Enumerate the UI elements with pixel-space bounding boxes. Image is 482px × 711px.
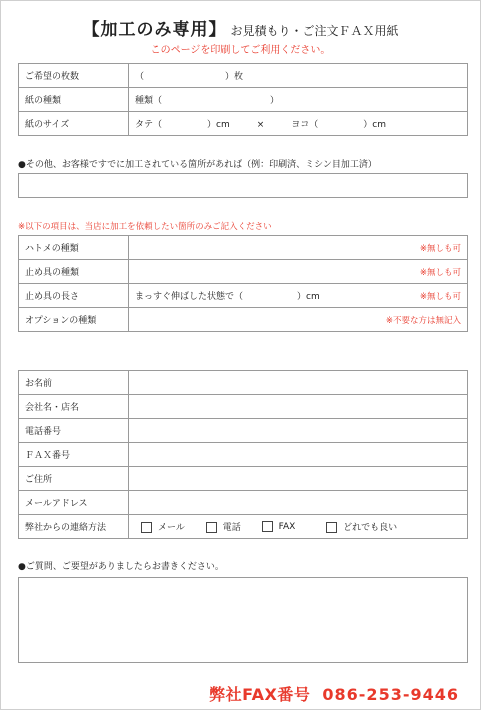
- fastener-type-field[interactable]: [129, 260, 468, 284]
- eyelet-type-field[interactable]: [129, 236, 468, 260]
- table-row: [19, 236, 468, 260]
- table-row: [19, 395, 468, 419]
- contact-option-label: どれでも良い: [343, 523, 398, 533]
- optional-hint: ※不要な方は無記入: [385, 315, 461, 326]
- checkbox-icon[interactable]: [262, 521, 273, 532]
- optional-hint: ※無しも可: [419, 291, 461, 302]
- name-field[interactable]: [129, 371, 468, 395]
- option-type-label: オプションの種類: [19, 308, 129, 332]
- company-field[interactable]: [129, 395, 468, 419]
- contact-option-phone[interactable]: [206, 520, 241, 533]
- contact-option-label: FAX: [278, 522, 296, 532]
- quantity-label: ご希望の枚数: [19, 64, 129, 88]
- contact-option-any[interactable]: [326, 520, 397, 533]
- fastener-length-value: まっすぐ伸ばした状態で（ ）cm: [135, 292, 320, 302]
- option-type-field[interactable]: [129, 308, 468, 332]
- basic-info-table: [18, 63, 468, 136]
- existing-processing-field[interactable]: [18, 173, 468, 198]
- contact-method-label: 弊社からの連絡方法: [19, 515, 129, 539]
- table-row: [19, 284, 468, 308]
- print-instruction: このページを印刷してご利用ください。: [150, 45, 331, 56]
- fax-number-label: ＦＡＸ番号: [19, 443, 129, 467]
- optional-hint: ※無しも可: [419, 243, 461, 254]
- table-row: [19, 112, 468, 136]
- table-row: [19, 467, 468, 491]
- table-row: [19, 443, 468, 467]
- phone-label: 電話番号: [19, 419, 129, 443]
- fastener-type-label: 止め具の種類: [19, 260, 129, 284]
- address-field[interactable]: [129, 467, 468, 491]
- optional-hint: ※無しも可: [419, 267, 461, 278]
- company-label: 会社名・店名: [19, 395, 129, 419]
- table-row: [19, 371, 468, 395]
- fax-number: 086-253-9446: [322, 685, 459, 704]
- table-row: [19, 419, 468, 443]
- fax-footer: [209, 682, 459, 705]
- contact-option-label: 電話: [222, 523, 241, 533]
- fastener-length-field[interactable]: [129, 284, 468, 308]
- address-label: ご住所: [19, 467, 129, 491]
- fax-number-field[interactable]: [129, 443, 468, 467]
- processing-note: ※以下の項目は、当店に加工を依頼したい箇所のみご記入ください: [18, 222, 272, 232]
- table-row: [19, 64, 468, 88]
- contact-table: [18, 370, 468, 539]
- phone-field[interactable]: [129, 419, 468, 443]
- checkbox-icon[interactable]: [326, 522, 337, 533]
- paper-type-label: 紙の種類: [19, 88, 129, 112]
- email-field[interactable]: [129, 491, 468, 515]
- contact-option-label: メール: [158, 523, 185, 533]
- table-row: [19, 88, 468, 112]
- checkbox-icon[interactable]: [206, 522, 217, 533]
- processing-table: [18, 235, 468, 332]
- eyelet-type-label: ハトメの種類: [19, 236, 129, 260]
- title-sub: お見積もり・ご注文ＦＡＸ用紙: [230, 24, 399, 38]
- paper-size-field[interactable]: タテ（ ）cm × ヨコ（ ）cm: [129, 112, 468, 136]
- contact-option-fax[interactable]: [262, 521, 296, 532]
- email-label: メールアドレス: [19, 491, 129, 515]
- title-main: 【加工のみ専用】: [82, 20, 227, 40]
- table-row: [19, 491, 468, 515]
- table-row: [19, 515, 468, 539]
- existing-processing-prompt: ●その他、お客様ですでに加工されている箇所があれば（例：印刷済、ミシン目加工済）: [18, 160, 377, 170]
- questions-prompt: ●ご質問、ご要望がありましたらお書きください。: [18, 562, 224, 572]
- questions-field[interactable]: [18, 577, 468, 663]
- contact-method-options: [129, 515, 468, 539]
- table-row: [19, 308, 468, 332]
- fax-label: 弊社FAX番号: [209, 685, 311, 704]
- paper-type-field[interactable]: 種類（ ）: [129, 88, 468, 112]
- fastener-length-label: 止め具の長さ: [19, 284, 129, 308]
- quantity-field[interactable]: （ ）枚: [129, 64, 468, 88]
- form-title: [1, 15, 480, 40]
- checkbox-icon[interactable]: [141, 522, 152, 533]
- paper-size-label: 紙のサイズ: [19, 112, 129, 136]
- name-label: お名前: [19, 371, 129, 395]
- table-row: [19, 260, 468, 284]
- contact-option-email[interactable]: [141, 520, 185, 533]
